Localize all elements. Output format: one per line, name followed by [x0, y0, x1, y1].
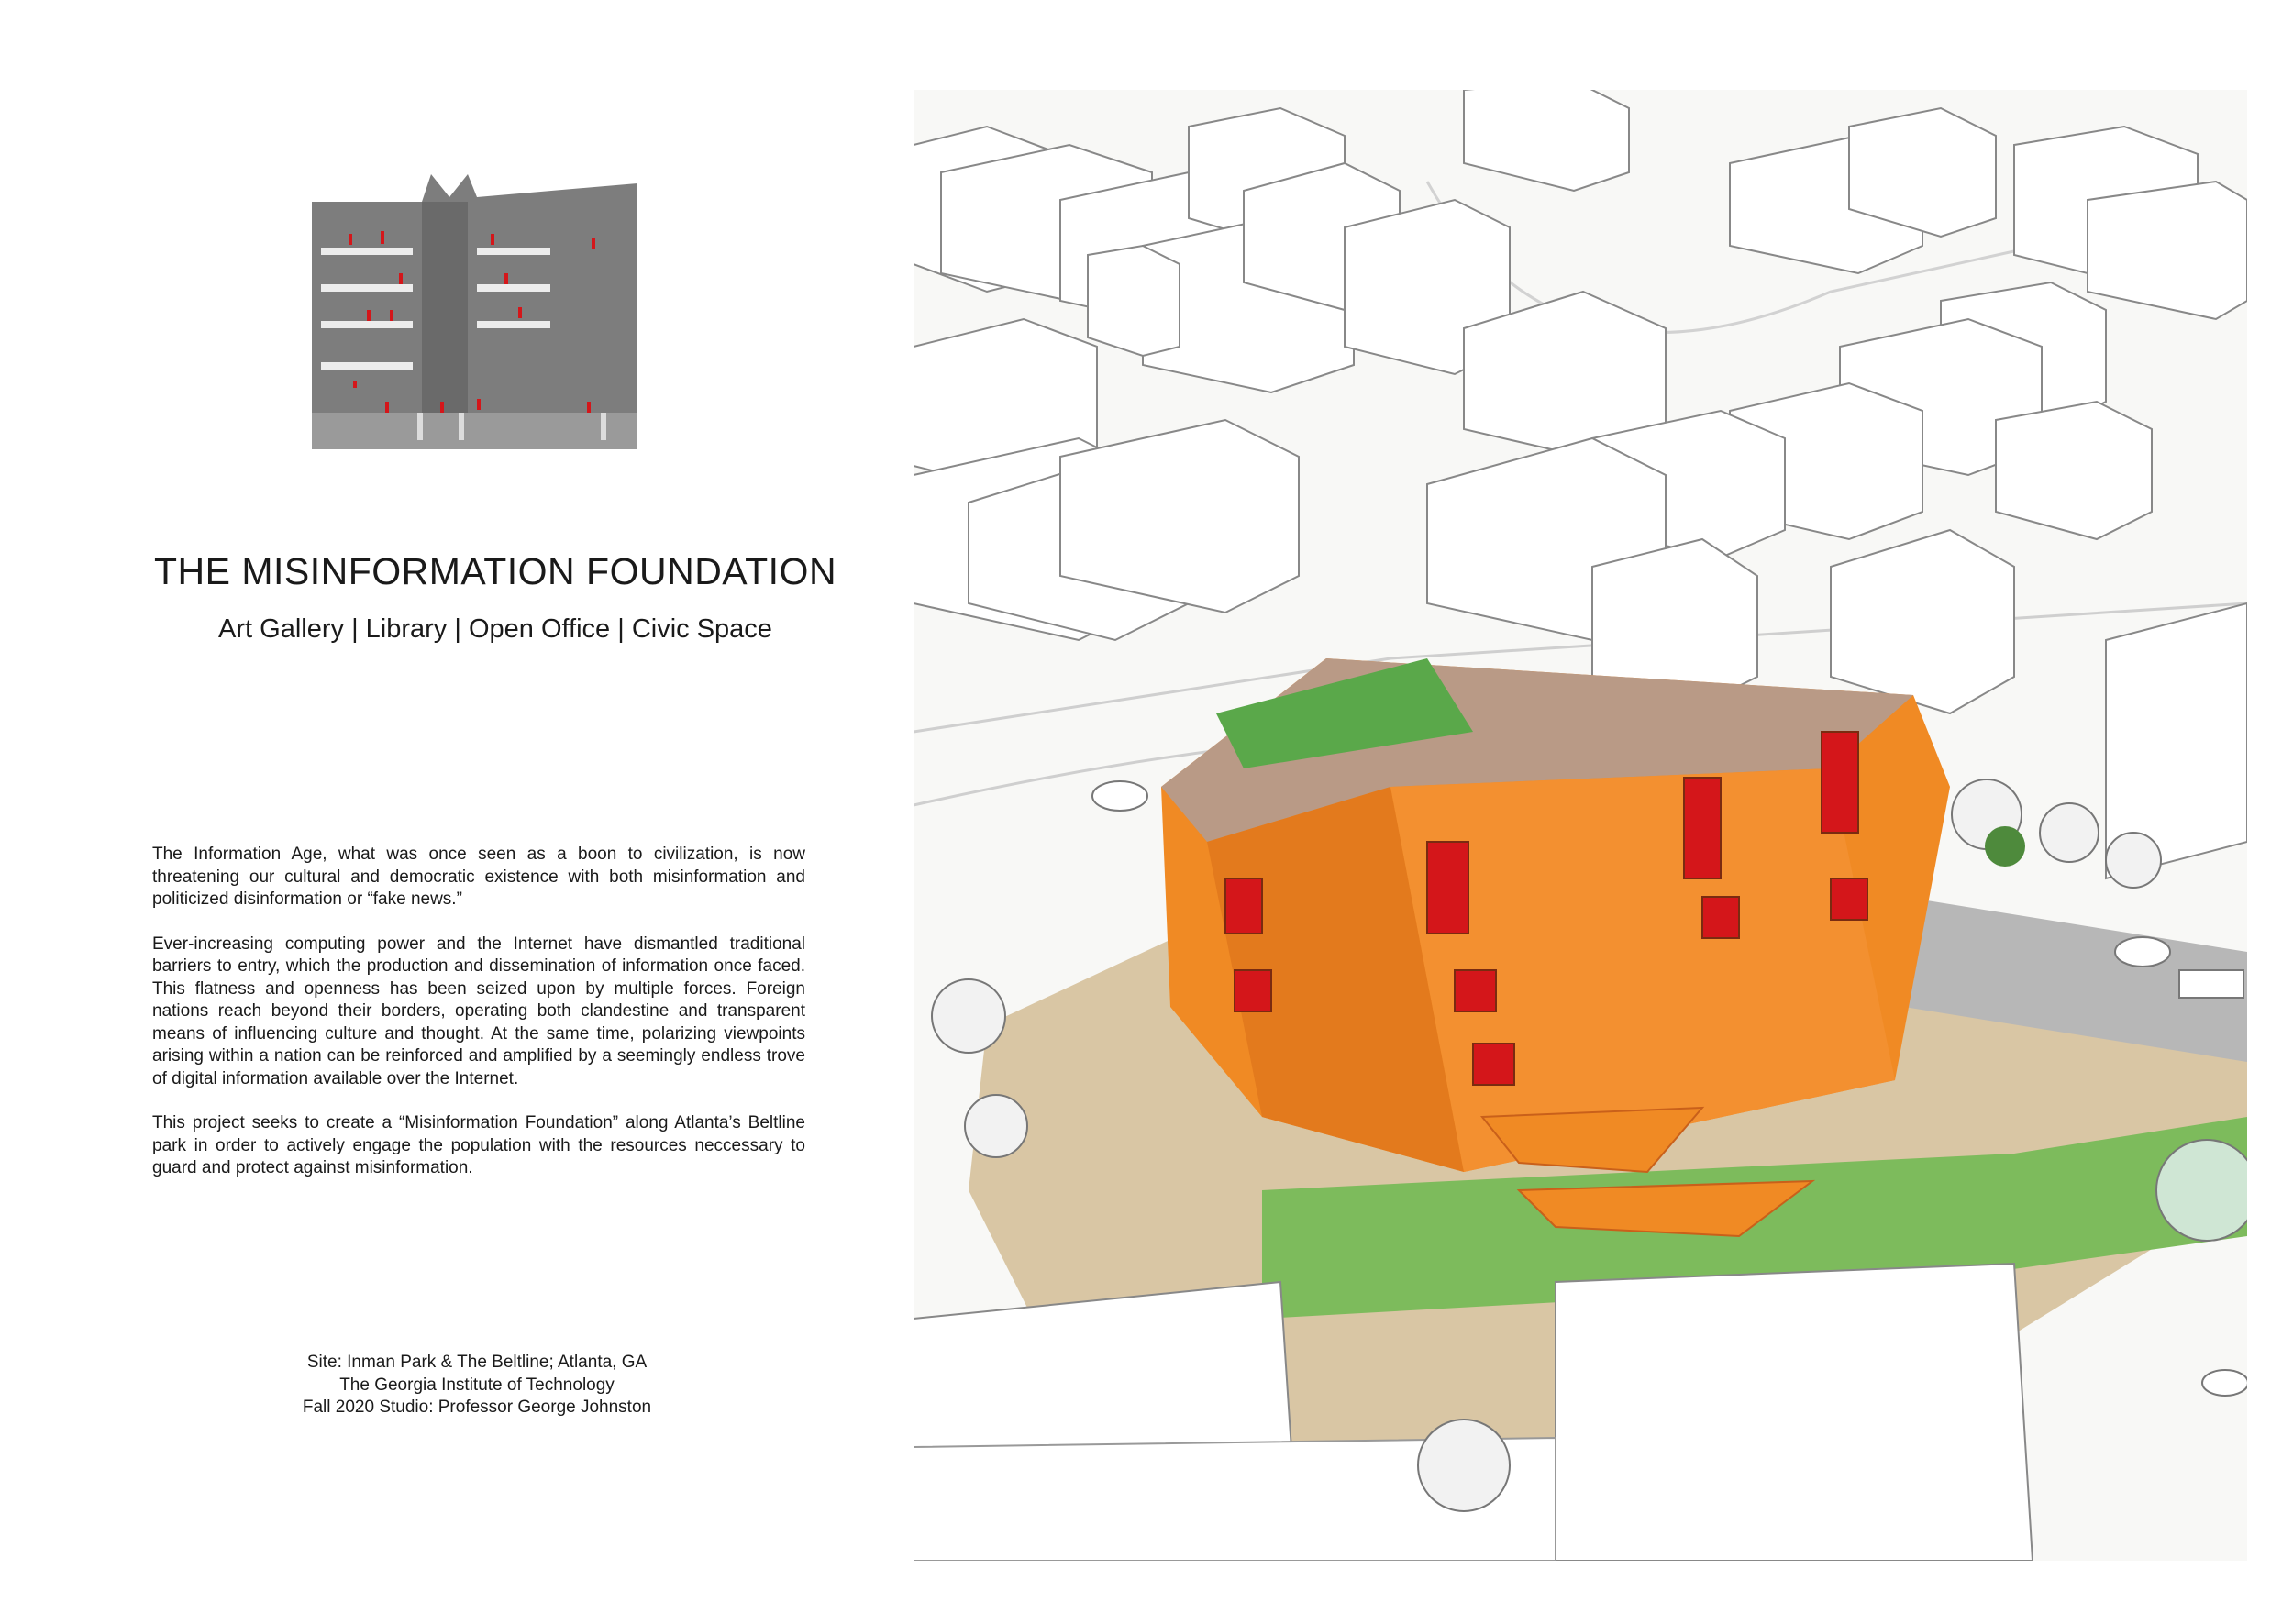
credit-site: Site: Inman Park & The Beltline; Atlanta, GA	[306, 1353, 648, 1372]
building-section-drawing	[312, 165, 637, 449]
project-description	[152, 844, 805, 1202]
page-subtitle: Art Gallery | Library | Open Office | Civic Space	[218, 614, 772, 644]
aerial-rendering	[914, 90, 2247, 1561]
credit-studio: Fall 2020 Studio: Professor George Johnston	[302, 1398, 652, 1417]
description-paragraph-3: This project seeks to create a “Misinformation Foundation” along Atlanta’s Beltline park in order to actively engage the population with the resources neccessary to guard and protect against misinformation.	[152, 1113, 805, 1177]
credit-school: The Georgia Institute of Technology	[339, 1375, 615, 1395]
description-paragraph-1: The Information Age, what was once seen as a boon to civilization, is now threatening our cultural and democratic existence with both misinformation and politicized disinformation or “fake news.”	[152, 845, 805, 909]
project-credits	[211, 1352, 743, 1420]
description-paragraph-2: Ever-increasing computing power and the Internet have dismantled traditional barriers to entry, which the production and dissemination of information once faced. This flatness and openness has been seized upon by multiple forces. Foreign nations reach beyond their borders, operating both clandestine and transparent means of influencing culture and thought. At the same time, polarizing viewpoints arising within a nation can be reinforced and amplified by a seemingly endless trove of digital information available over the Internet.	[152, 934, 805, 1088]
page-title: THE MISINFORMATION FOUNDATION	[153, 550, 837, 592]
